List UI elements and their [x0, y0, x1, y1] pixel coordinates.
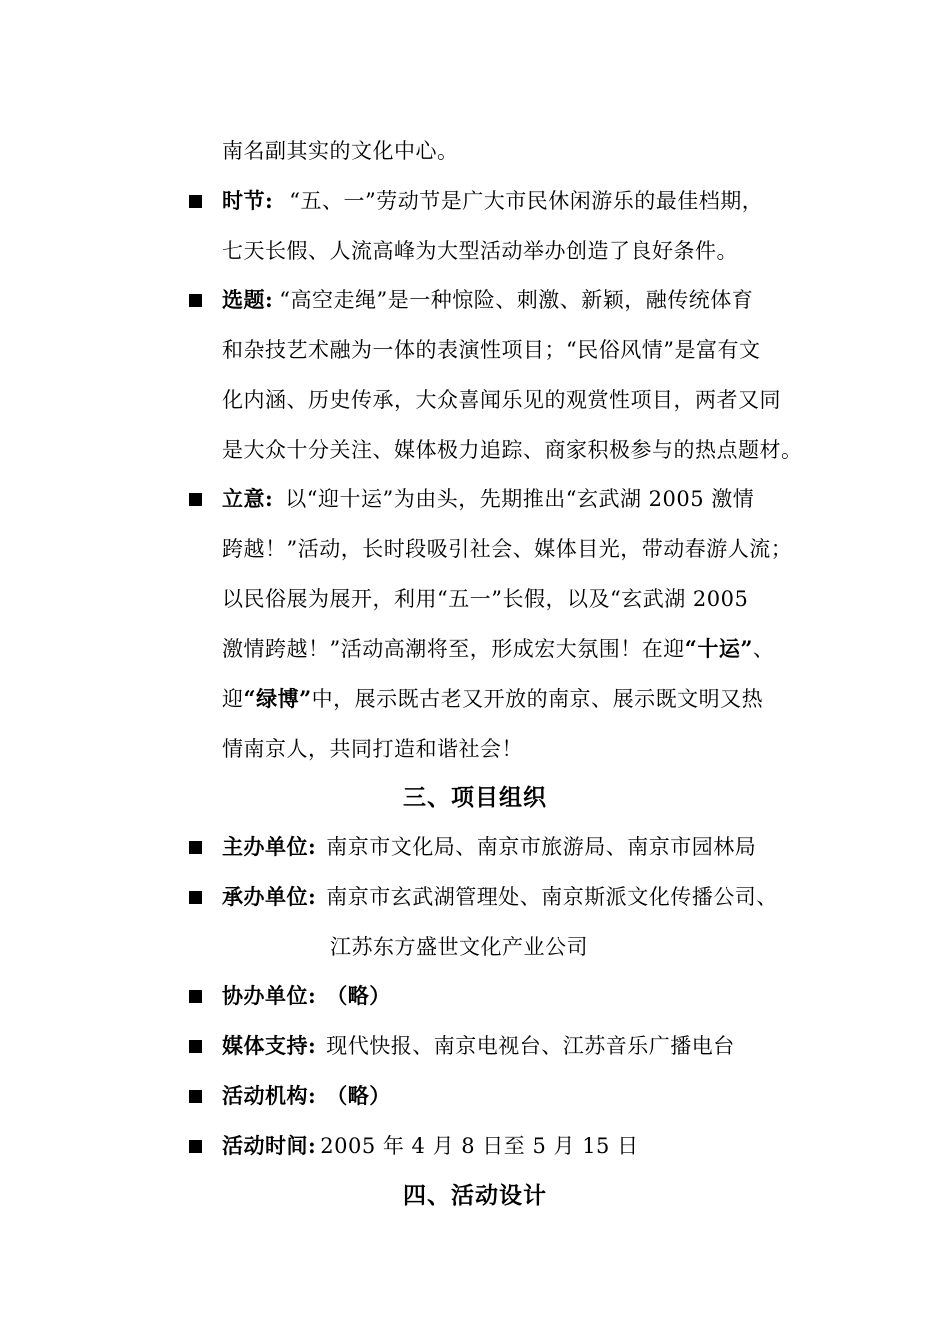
section-heading-activity-design: 四、活动设计 [403, 1183, 547, 1209]
bullet-square-icon [189, 891, 202, 904]
org-item-time [222, 1132, 639, 1160]
bullet-square-icon [189, 195, 202, 208]
item-label: 承办单位: [222, 884, 317, 909]
text-segment: 迎 [222, 687, 244, 711]
org-item-host [222, 833, 756, 861]
item-liyi-line-4 [222, 635, 774, 663]
item-text: 南京市文化局、南京市旅游局、南京市园林局 [326, 835, 757, 859]
org-item-media [222, 1032, 735, 1060]
org-item-organizer-continuation: 江苏东方盛世文化产业公司 [330, 935, 588, 959]
section-heading-project-organization: 三、项目组织 [403, 785, 547, 811]
emphasis-text: “绿博” [243, 686, 312, 711]
text-segment: 中，展示既古老又开放的南京、展示既文明又热 [311, 687, 764, 711]
item-text: （略） [326, 1083, 391, 1108]
item-label: 活动时间: [222, 1133, 317, 1158]
item-text: “五、一”劳动节是广大市民休闲游乐的最佳档期， [289, 189, 764, 213]
bullet-square-icon [189, 1040, 202, 1053]
item-xuanti-line-1 [222, 286, 753, 314]
item-liyi-line-2: 跨越！”活动，长时段吸引社会、媒体目光，带动春游人流； [222, 537, 793, 561]
item-label: 立意: [222, 486, 274, 511]
bullet-square-icon [189, 493, 202, 506]
bullet-square-icon [189, 1090, 202, 1103]
bullet-square-icon [189, 990, 202, 1003]
item-liyi-line-5 [222, 685, 763, 713]
item-label: 时节: [222, 188, 274, 213]
item-text: 2005 年 4 月 8 日至 5 月 15 日 [320, 1134, 639, 1158]
bullet-square-icon [189, 1140, 202, 1153]
item-text: “高空走绳”是一种惊险、刺激、新颖，融传统体育 [279, 288, 754, 312]
org-item-organizer [222, 883, 778, 911]
item-liyi-line-3: 以民俗展为展开，利用“五一”长假，以及“玄武湖 2005 [222, 587, 749, 611]
item-xuanti-line-2: 和杂技艺术融为一体的表演性项目；“民俗风情”是富有文 [222, 338, 761, 362]
item-text: 南京市玄武湖管理处、南京斯派文化传播公司、 [326, 885, 778, 909]
item-text: 现代快报、南京电视台、江苏音乐广播电台 [326, 1034, 735, 1058]
org-item-co-organizer [222, 982, 391, 1010]
item-xuanti-line-4: 是大众十分关注、媒体极力追踪、商家积极参与的热点题材。 [222, 438, 803, 462]
item-shijie-line-2: 七天长假、人流高峰为大型活动举办创造了良好条件。 [222, 239, 738, 263]
item-liyi-line-1 [222, 485, 754, 513]
text-segment: 激情跨越！”活动高潮将至，形成宏大氛围！在迎 [222, 637, 685, 661]
text-segment: 、 [752, 637, 775, 661]
bullet-square-icon [189, 294, 202, 307]
item-text: （略） [326, 983, 391, 1008]
item-label: 活动机构: [222, 1083, 317, 1108]
item-shijie-line-1 [222, 187, 763, 215]
item-label: 协办单位: [222, 983, 317, 1008]
item-label: 媒体支持: [222, 1033, 317, 1058]
item-liyi-line-6: 情南京人，共同打造和谐社会！ [222, 737, 523, 761]
item-label: 主办单位: [222, 834, 317, 859]
intro-continuation: 南名副其实的文化中心。 [222, 139, 459, 163]
emphasis-text: “十运” [684, 636, 753, 661]
item-xuanti-line-3: 化内涵、历史传承，大众喜闻乐见的观赏性项目，两者又同 [222, 388, 781, 412]
item-text: 以“迎十运”为由头，先期推出“玄武湖 2005 激情 [285, 487, 755, 511]
bullet-square-icon [189, 841, 202, 854]
item-label: 选题: [222, 287, 274, 312]
org-item-agency [222, 1082, 391, 1110]
